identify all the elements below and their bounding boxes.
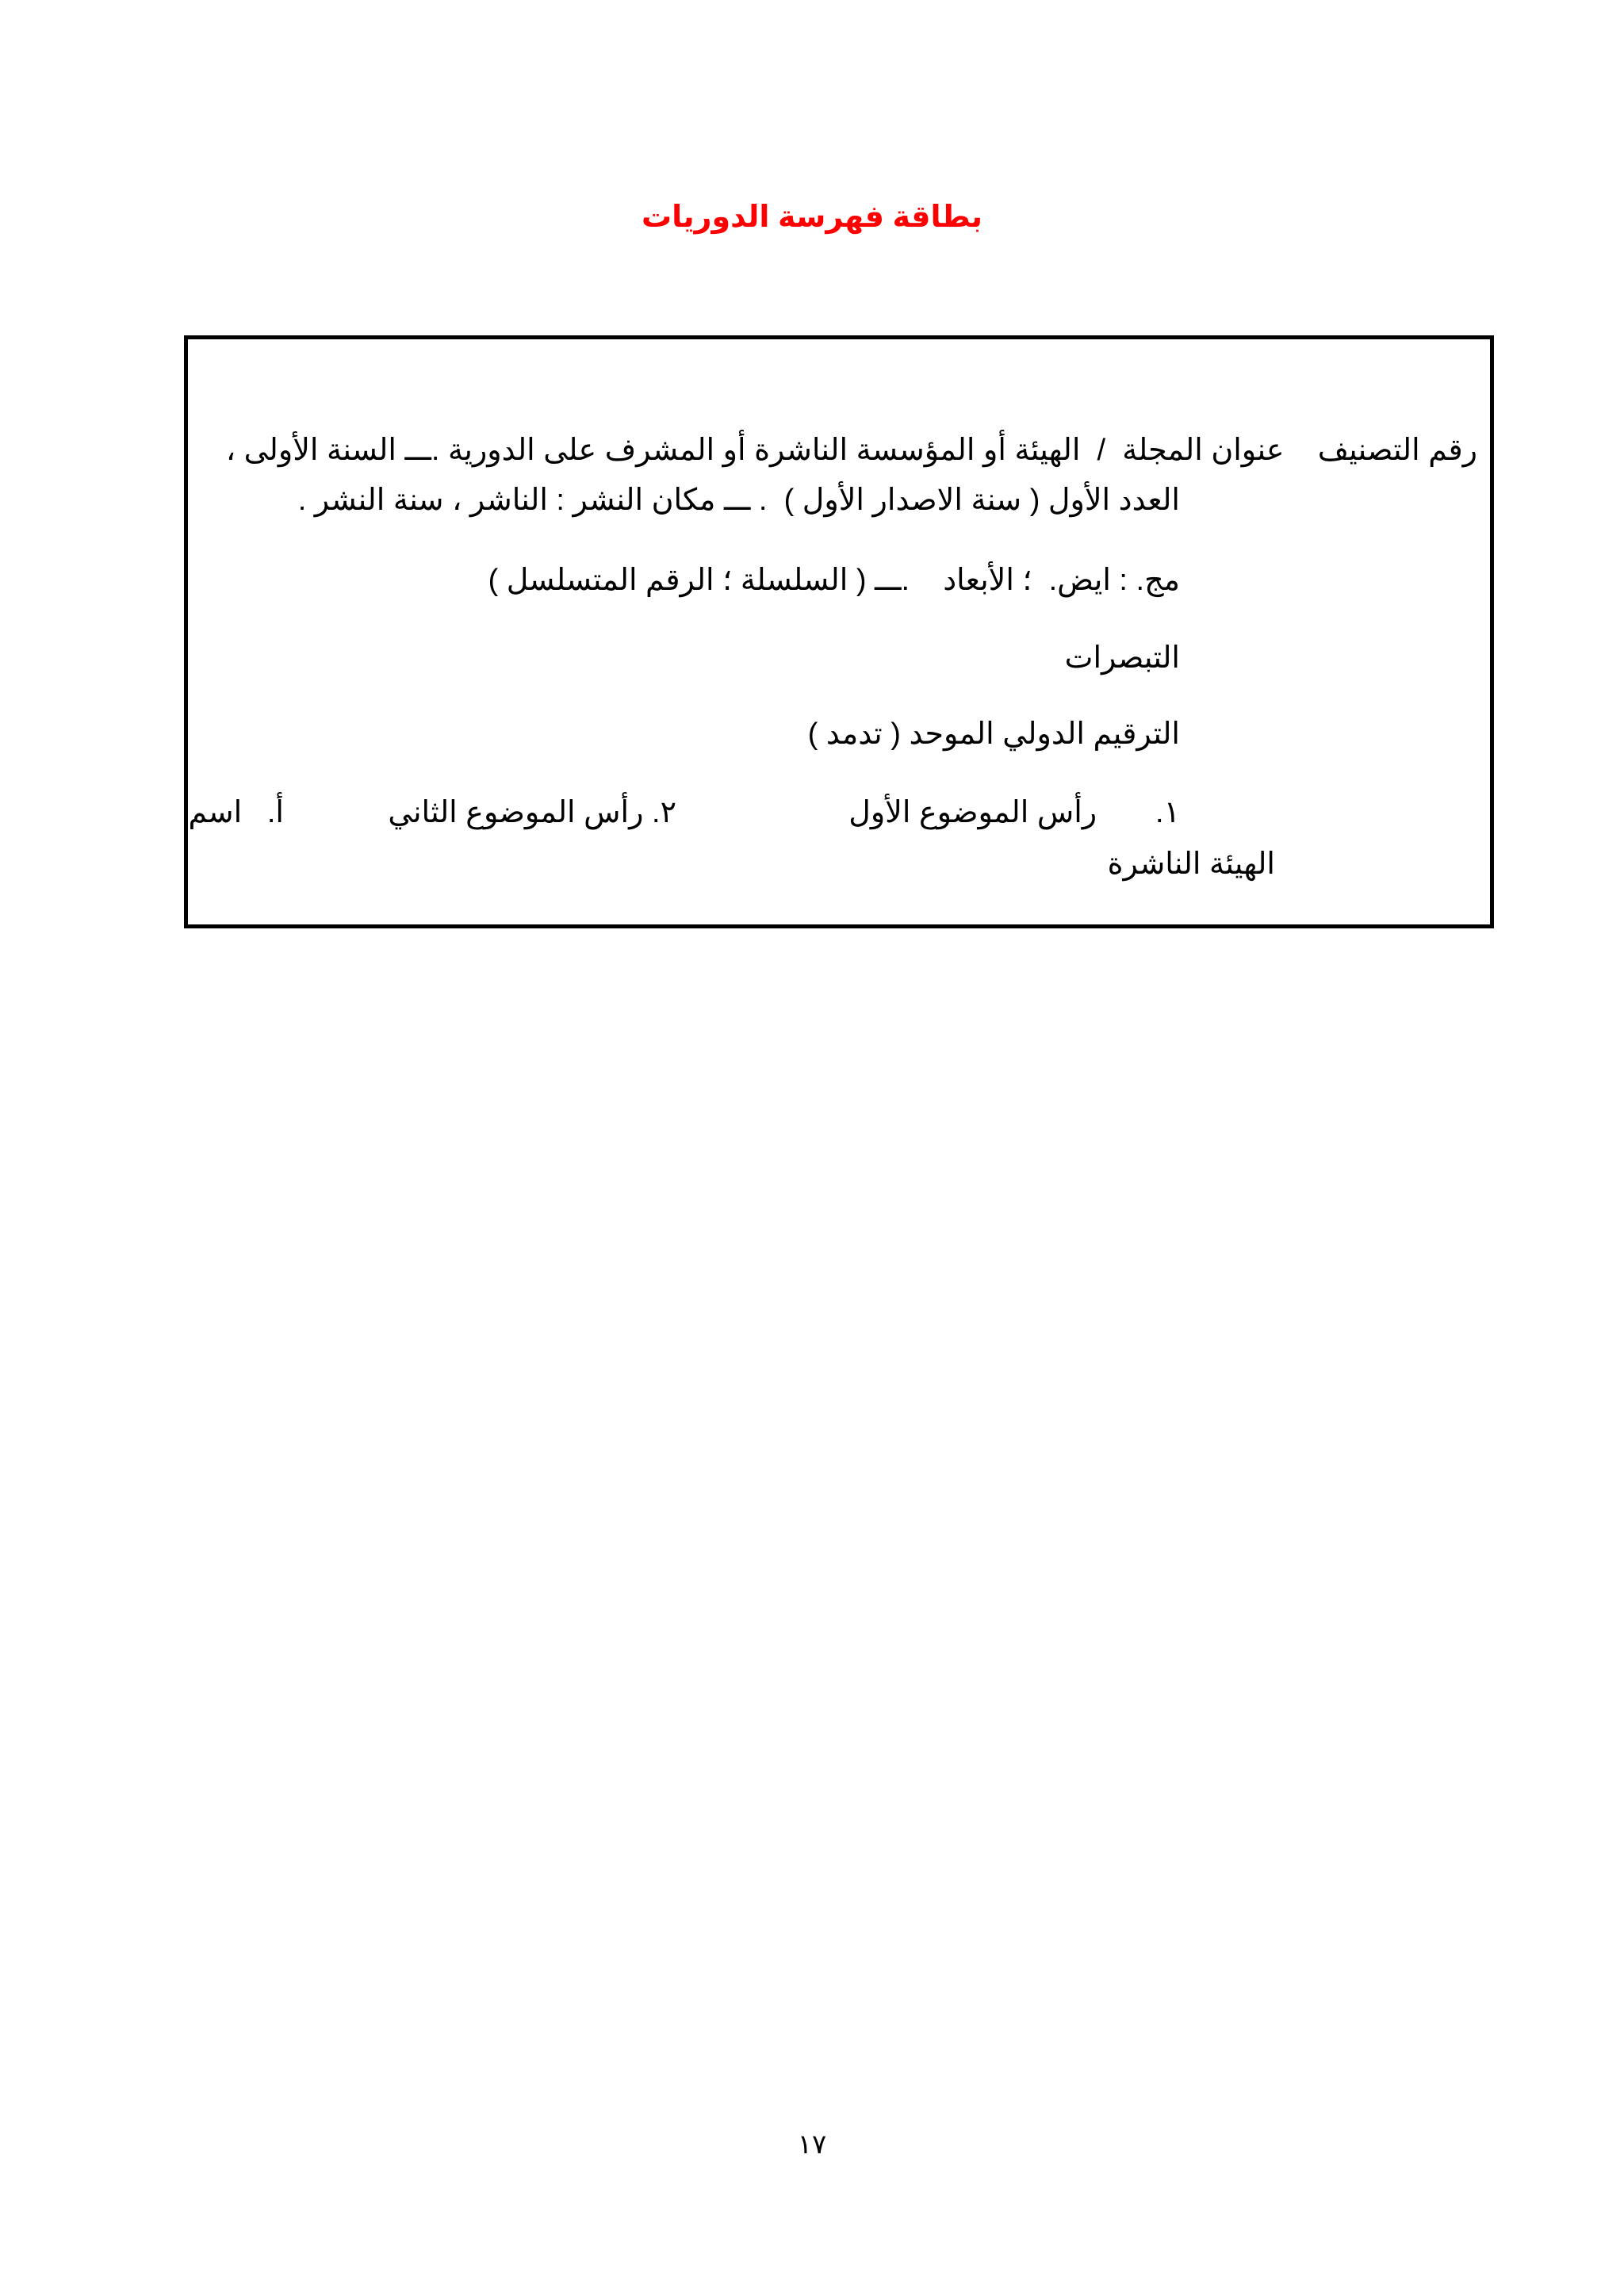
card-line-edition: العدد الأول ( سنة الاصدار الأول ) . ـــ مكان النشر : الناشر ، سنة النشر .	[297, 484, 1180, 517]
card-subject-1: ١. رأس الموضوع الأول	[848, 796, 1180, 829]
page-title: بطاقة فهرسة الدوريات	[641, 201, 983, 234]
page-number: ١٧	[797, 2130, 827, 2160]
card-line-notes: التبصرات	[1064, 641, 1180, 675]
card-publisher-a: أ. اسم	[188, 796, 284, 829]
catalog-card	[184, 335, 1494, 928]
card-line-physical: مج. : ايض. ؛ الأبعاد .ـــ ( السلسلة ؛ الرقم المتسلسل )	[488, 564, 1180, 597]
card-publisher-b: الهيئة الناشرة	[1107, 848, 1275, 881]
card-subject-2: ٢. رأس الموضوع الثاني	[388, 796, 676, 829]
card-line-issn: الترقيم الدولي الموحد ( تدمد )	[807, 718, 1180, 751]
card-line-title: رقم التصنيف عنوان المجلة / الهيئة أو المؤسسة الناشرة أو المشرف على الدورية .ـــ السنة الأولى ،	[225, 434, 1477, 467]
